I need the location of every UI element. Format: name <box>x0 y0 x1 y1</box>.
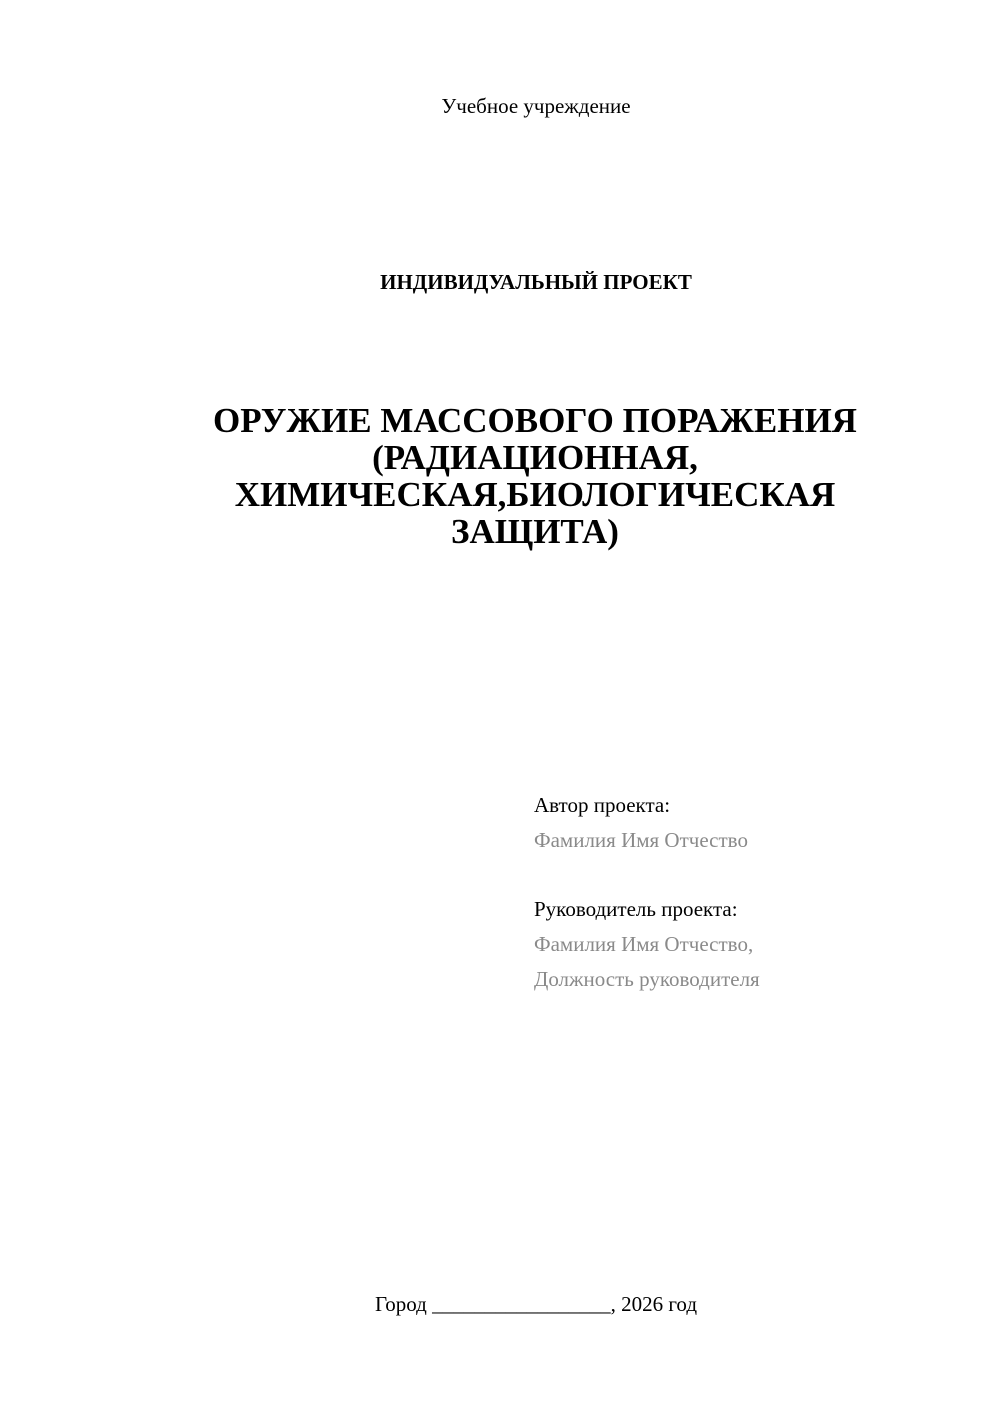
project-title-line: (РАДИАЦИОННАЯ, <box>372 438 698 477</box>
document-type: ИНДИВИДУАЛЬНЫЙ ПРОЕКТ <box>380 270 692 294</box>
project-title-line: ЗАЩИТА) <box>451 512 619 551</box>
project-title-line: ОРУЖИЕ МАССОВОГО ПОРАЖЕНИЯ <box>213 401 857 440</box>
city-year-line: Город _________________, 2026 год <box>374 1292 698 1316</box>
author-label: Автор проекта: <box>534 793 671 817</box>
project-title-line: ХИМИЧЕСКАЯ,БИОЛОГИЧЕСКАЯ <box>234 475 836 514</box>
supervisor-position: Должность руководителя <box>534 967 760 991</box>
author-name: Фамилия Имя Отчество <box>534 828 748 852</box>
spacer <box>534 858 974 892</box>
institution-name: Учебное учреждение <box>441 94 631 118</box>
supervisor-name: Фамилия Имя Отчество, <box>534 932 754 956</box>
project-credits <box>534 788 974 997</box>
supervisor-label: Руководитель проекта: <box>534 897 738 921</box>
project-title <box>150 402 920 550</box>
